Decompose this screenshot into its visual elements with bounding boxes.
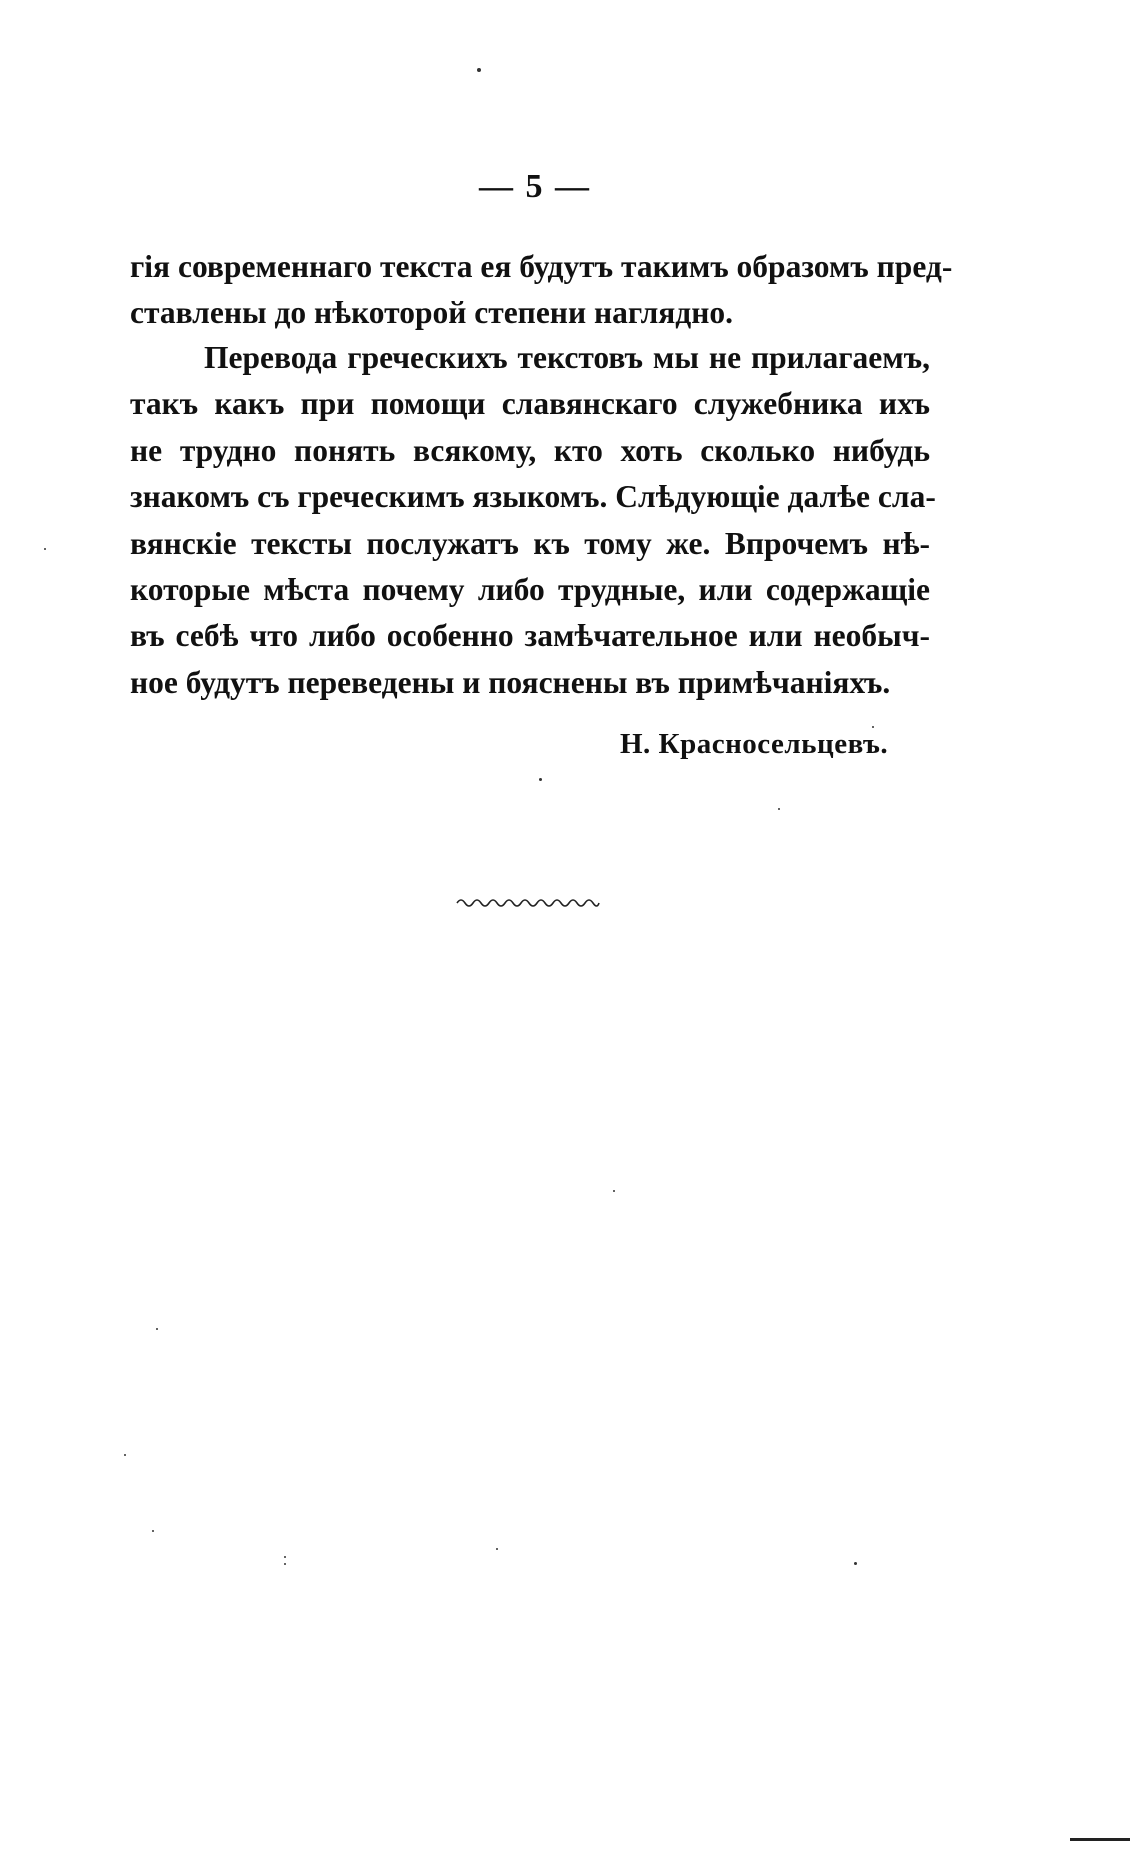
scan-speck [613,1190,615,1192]
author-signature: Н. Красносельцевъ. [620,728,889,760]
scan-speck [539,778,542,781]
paragraph-2 [130,335,936,706]
paragraph-1 [130,244,953,337]
scan-speck [477,68,481,72]
text-line: ное будутъ переведены и пояснены въ примѣчаніяхъ. [130,664,891,700]
scan-speck [44,548,46,550]
text-line: вянскіе тексты послужатъ къ тому же. Впрочемъ нѣ- [130,525,930,561]
scan-speck [124,1454,126,1456]
scan-speck [778,808,780,810]
page-number: — 5 — [479,168,591,205]
scan-speck [496,1548,498,1550]
text-line: не трудно понять всякому, кто хоть сколько нибудь [130,432,930,468]
wavy-ornament [455,894,601,908]
scan-speck [152,1530,154,1532]
text-line: ставлены до нѣкоторой степени наглядно. [130,295,734,331]
text-line: такъ какъ при помощи славянскаго служебника ихъ [130,386,930,422]
scan-speck [872,726,874,728]
scan-speck [284,1563,286,1565]
text-line: Перевода греческихъ текстовъ мы не прилагаемъ, [204,340,930,375]
scan-speck [284,1556,286,1558]
text-line: которые мѣста почему либо трудные, или содержащіе [130,572,930,608]
scan-speck [156,1328,158,1330]
scan-speck [854,1562,857,1565]
text-line: въ себѣ что либо особенно замѣчательное или необыч- [130,618,930,654]
text-line: знакомъ съ греческимъ языкомъ. Слѣдующіе далѣе сла- [130,479,936,515]
text-line: гія современнаго текста ея будутъ такимъ образомъ пред- [130,249,953,284]
scan-edge-mark [1070,1838,1130,1841]
